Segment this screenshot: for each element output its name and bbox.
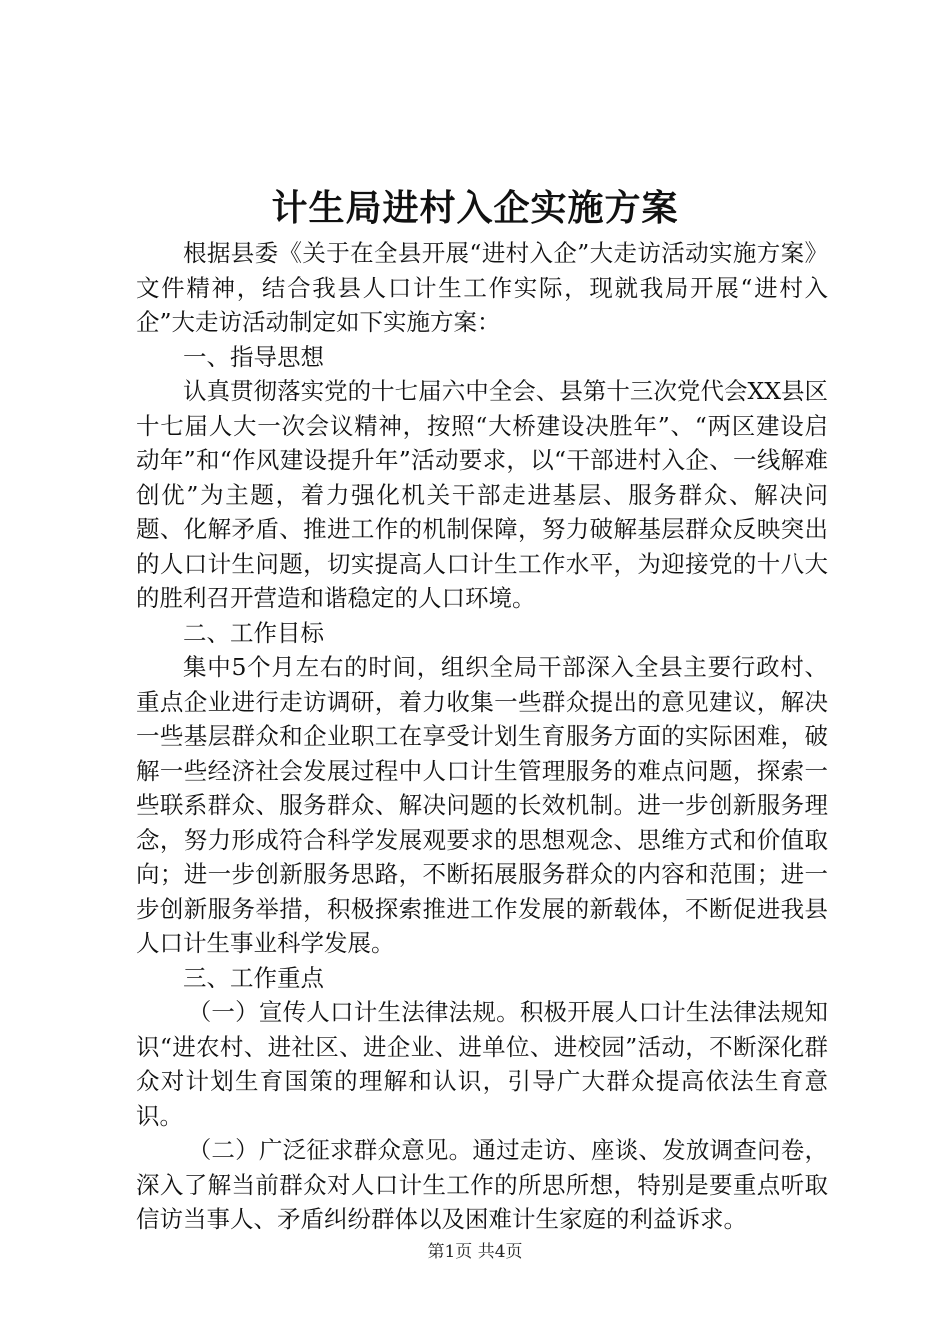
document-body bbox=[136, 236, 828, 1237]
work-focus-item-1: （一）宣传人口计生法律法规。积极开展人口计生法律法规知识“进农村、进社区、进企业、进单位、进校园”活动，不断深化群众对计划生育国策的理解和认识，引导广大群众提高依法生育意识。 bbox=[136, 998, 828, 1130]
work-focus-item-2: （二）广泛征求群众意见。通过走访、座谈、发放调查问卷，深入了解当前群众对人口计生工作的所思所想，特别是要重点听取信访当事人、矛盾纠纷群体以及困难计生家庭的利益诉求。 bbox=[136, 1136, 828, 1233]
document-title: 计生局进村入企实施方案 bbox=[271, 187, 679, 229]
section-heading-guiding-ideology: 一、指导思想 bbox=[183, 342, 324, 371]
work-goals-paragraph: 集中5个月左右的时间，组织全局干部深入全县主要行政村、重点企业进行走访调研，着力收集一些群众提出的意见建议，解决一些基层群众和企业职工在享受计划生育服务方面的实际困难，破解一些经济社会发展过程中人口计生管理服务的难点问题，探索一些联系群众、服务群众、解决问题的长效机制。进一步创新服务理念，努力形成符合科学发展观要求的思想观念、思维方式和价值取向；进一步创新服务思路，不断拓展服务群众的内容和范围；进一步创新服务举措，积极探索推进工作发展的新载体，不断促进我县人口计生事业科学发展。 bbox=[136, 653, 828, 957]
intro-paragraph: 根据县委《关于在全县开展“进村入企”大走访活动实施方案》文件精神，结合我县人口计生工作实际，现就我局开展“进村入企”大走访活动制定如下实施方案： bbox=[136, 239, 828, 336]
guiding-ideology-paragraph: 认真贯彻落实党的十七届六中全会、县第十三次党代会XX县区十七届人大一次会议精神，按照“大桥建设决胜年”、“两区建设启动年”和“作风建设提升年”活动要求，以“干部进村入企、一线解难创优”为主题，着力强化机关干部走进基层、服务群众、解决问题、化解矛盾、推进工作的机制保障，努力破解基层群众反映突出的人口计生问题，切实提高人口计生工作水平，为迎接党的十八大的胜利召开营造和谐稳定的人口环境。 bbox=[136, 377, 828, 612]
page-footer: 第1页 共4页 bbox=[427, 1242, 523, 1262]
section-heading-work-focus: 三、工作重点 bbox=[183, 963, 324, 992]
section-heading-work-goals: 二、工作目标 bbox=[183, 618, 324, 647]
